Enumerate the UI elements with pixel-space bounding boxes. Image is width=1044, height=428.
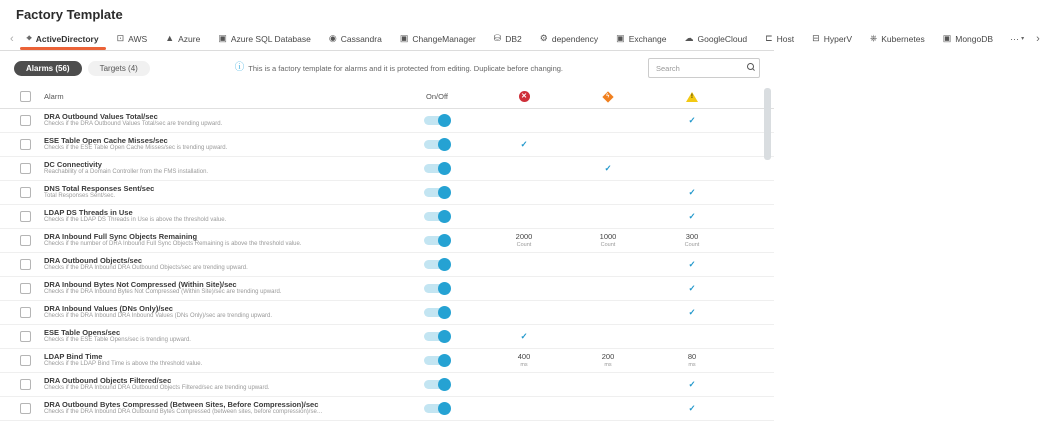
service-tab-label: Host [776,33,795,44]
tab-googlecloud[interactable] [676,27,757,50]
table-row[interactable] [0,397,774,421]
table-row[interactable] [0,301,774,325]
tabs-scroll-left-icon[interactable]: ‹ [10,32,14,45]
service-tab-label: ChangeManager [412,33,476,44]
check-icon: ✓ [688,259,696,270]
alarm-name: LDAP DS Threads in Use [44,207,133,217]
alarm-description: Checks if the ESE Table Opens/sec is trending upward. [44,337,191,344]
change-manager-icon: ▣ [399,33,409,43]
row-checkbox[interactable] [20,403,31,414]
kubernetes-icon: ⎈ [870,33,878,43]
search-icon[interactable] [747,63,754,70]
table-row[interactable] [0,325,774,349]
db2-icon: ⛁ [493,33,502,43]
threshold-value: 1000 Count [599,232,617,248]
search-box [648,58,760,79]
service-tab-label: MongoDB [955,33,994,44]
table-row[interactable] [0,253,774,277]
service-tab-label: Cassandra [340,33,382,44]
alarm-name: DRA Inbound Values (DNs Only)/sec [44,303,173,313]
onoff-toggle[interactable] [424,140,450,149]
select-all-checkbox[interactable] [20,91,31,102]
alarm-name: ESE Table Opens/sec [44,327,121,337]
aws-icon: ⊡ [116,33,125,43]
tabs-more-button[interactable] [1002,27,1032,50]
onoff-toggle[interactable] [424,212,450,221]
service-tab-label: DB2 [505,33,522,44]
alarm-description: Reachability of a Domain Controller from the FMS installation. [44,169,209,176]
check-icon: ✓ [688,187,696,198]
row-checkbox[interactable] [20,163,31,174]
hyperv-icon: ⊟ [812,33,820,43]
table-row[interactable] [0,349,774,373]
factory-template-notice [150,63,648,73]
tab-azure[interactable] [156,27,209,50]
check-icon: ✓ [604,163,612,174]
service-tab-label: dependency [551,33,599,44]
check-icon: ✓ [688,307,696,318]
check-icon: ✓ [688,211,696,222]
chevron-down-icon: ▾ [1021,36,1025,42]
onoff-toggle[interactable] [424,236,450,245]
alarm-description: Checks if the LDAP DS Threads in Use is above the threshold value. [44,217,227,224]
table-row[interactable] [0,205,774,229]
dependency-icon: ⚙ [539,33,548,43]
table-row[interactable] [0,229,774,253]
onoff-toggle[interactable] [424,260,450,269]
tab-kubernetes[interactable] [861,27,934,50]
tab-azure-sql-database[interactable] [209,27,320,50]
row-checkbox[interactable] [20,259,31,270]
service-tab-label: Exchange [628,33,667,44]
onoff-toggle[interactable] [424,404,450,413]
alarm-name: DRA Outbound Bytes Compressed (Between Sites, Before Compression)/sec [44,399,319,409]
toolbar [0,51,774,85]
table-row[interactable] [0,133,774,157]
row-checkbox[interactable] [20,187,31,198]
alarm-description: Checks if the ESE Table Open Cache Misses/sec is trending upward. [44,145,228,152]
alarm-description: Checks if the DRA Outbound Values Total/sec are trending upward. [44,121,223,128]
row-checkbox[interactable] [20,283,31,294]
alarm-description: Total Responses Sent/sec. [44,193,116,200]
google-cloud-icon: ☁ [684,33,694,43]
onoff-toggle[interactable] [424,164,450,173]
alarm-name: LDAP Bind Time [44,351,103,361]
onoff-toggle[interactable] [424,308,450,317]
threshold-value: 80 ms [687,352,697,368]
tabs-scroll-right-icon[interactable]: › [1036,32,1040,45]
active-directory-icon: ⌖ [26,33,32,43]
check-icon: ✓ [520,331,528,342]
onoff-toggle[interactable] [424,284,450,293]
alarm-name: DNS Total Responses Sent/sec [44,183,155,193]
search-input[interactable] [648,58,760,78]
tab-dependency[interactable] [531,27,607,50]
onoff-toggle[interactable] [424,380,450,389]
service-tab-label: AWS [128,33,148,44]
notice-text: This is a factory template for alarms and it is protected from editing. Duplicate before changing. [248,63,564,73]
row-checkbox[interactable] [20,115,31,126]
row-checkbox[interactable] [20,379,31,390]
table-row[interactable] [0,181,774,205]
more-dots-label: ··· [1010,33,1020,44]
info-icon: ⓘ [234,62,245,74]
service-tab-label: Azure [178,33,201,44]
alarm-description: Checks if the DRA Inbound DRA Inbound Values (DNs Only)/sec are trending upward. [44,313,273,320]
alarm-description: Checks if the number of DRA Inbound Full Sync Objects Remaining is above the threshold value. [44,241,302,248]
tab-aws[interactable] [108,27,157,50]
service-tab-label: GoogleCloud [697,33,748,44]
row-checkbox[interactable] [20,139,31,150]
alarm-table-body [0,109,774,421]
alarm-description: Checks if the DRA Inbound Bytes Not Compressed (Within Site)/sec are trending upward. [44,289,282,296]
exchange-icon: ▣ [616,33,625,43]
host-icon: ⊏ [765,33,773,43]
onoff-toggle[interactable] [424,356,450,365]
alarm-description: Checks if the LDAP Bind Time is above the threshold value. [44,361,203,368]
row-checkbox[interactable] [20,331,31,342]
critical-severity-icon: ✕ [519,91,530,102]
tab-mongodb[interactable] [934,27,1002,50]
service-tab-label: Kubernetes [881,33,925,44]
row-checkbox[interactable] [20,355,31,366]
alarm-name: DRA Outbound Objects/sec [44,255,143,265]
threshold-value: 2000 Count [515,232,533,248]
table-row[interactable] [0,157,774,181]
tab-host[interactable] [756,27,803,50]
alarm-name: ESE Table Open Cache Misses/sec [44,135,168,145]
check-icon: ✓ [688,403,696,414]
alarm-name: DRA Outbound Values Total/sec [44,111,158,121]
table-header [0,85,774,109]
row-checkbox[interactable] [20,307,31,318]
threshold-value: 300 Count [684,232,700,248]
warning-severity-icon: ! [686,92,698,102]
table-row[interactable] [0,109,774,133]
alarm-name: DRA Inbound Full Sync Objects Remaining [44,231,198,241]
threshold-value: 200 ms [601,352,615,368]
onoff-toggle[interactable] [424,188,450,197]
alarm-name: DC Connectivity [44,159,102,169]
service-tab-label: HyperV [823,33,853,44]
cassandra-icon: ◉ [328,33,337,43]
service-tab-bar [0,27,1040,51]
table-row[interactable] [0,277,774,301]
check-icon: ✓ [688,379,696,390]
vertical-scrollbar[interactable] [764,88,771,160]
onoff-column-header: On/Off [426,92,448,101]
alarm-description: Checks if the DRA Inbound DRA Outbound Objects/sec are trending upward. [44,265,248,272]
check-icon: ✓ [520,139,528,150]
tab-exchange[interactable] [607,27,675,50]
azure-icon: ▲ [165,33,175,43]
major-severity-icon: ϟ [602,91,613,102]
alarms-tab[interactable]: Alarms (56) [14,61,82,76]
alarm-column-header: Alarm [44,92,64,101]
table-row[interactable] [0,373,774,397]
threshold-value: 400 ms [517,352,531,368]
row-checkbox[interactable] [20,235,31,246]
onoff-toggle[interactable] [424,332,450,341]
azure-sql-database-icon: ▣ [218,33,227,43]
tab-cassandra[interactable] [320,27,391,50]
row-checkbox[interactable] [20,211,31,222]
service-tab-label: ActiveDirectory [35,33,99,44]
tab-hyperv[interactable] [803,27,861,50]
alarm-description: Checks if the DRA Inbound DRA Outbound Bytes Compressed (between sites, before compression)/se… [44,409,323,416]
onoff-toggle[interactable] [424,116,450,125]
check-icon: ✓ [688,115,696,126]
check-icon: ✓ [688,283,696,294]
alarm-name: DRA Outbound Objects Filtered/sec [44,375,172,385]
mongodb-icon: ▣ [942,33,952,43]
tab-activedirectory[interactable] [18,27,108,50]
service-tab-label: Azure SQL Database [230,33,311,44]
alarm-name: DRA Inbound Bytes Not Compressed (Within Site)/sec [44,279,237,289]
tab-db2[interactable] [485,27,531,50]
targets-tab[interactable]: Targets (4) [88,61,150,76]
alarm-description: Checks if the DRA Inbound DRA Outbound Objects Filtered/sec are trending upward. [44,385,270,392]
tab-changemanager[interactable] [391,27,485,50]
page-title: Factory Template [16,7,123,22]
